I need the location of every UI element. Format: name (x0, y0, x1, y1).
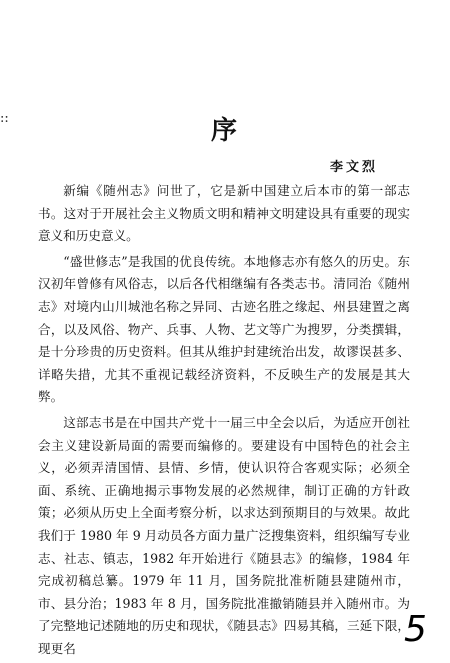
page-title: 序 (210, 116, 239, 146)
paragraph: 新编《随州志》问世了，它是新中国建立后本市的第一部志书。这对于开展社会主义物质文明和精神文明建设具有重要的现实意义和历史意义。 (38, 183, 410, 244)
page-number: 5 (404, 609, 427, 650)
paragraph: “盛世修志”是我国的优良传统。本地修志亦有悠久的历史。东汉初年曾修有风俗志，以后各代相继编有各类志书。清同治《随州志》对境内山川城池名称之异同、古迹名胜之缘起、州县建置之离合，以及风俗、物产、兵事、人物、艺文等广为搜罗，分类撰辑，是十分珍贵的历史资料。但其从维护封建统治出发，故谬误甚多、详略失措，尤其不重视记载经济资料，不反映生产的发展是其大弊。 (38, 253, 410, 405)
paragraph: 这部志书是在中国共产党十一届三中全会以后，为适应开创社会主义建设新局面的需要而编修的。要建设有中国特色的社会主义，必须弄清国情、县情、乡情，使认识符合客观实际；必须全面、系统、正确地揭示事物发展的必然规律，制订正确的方针政策；必须从历史上全面考察分析，以求达到预期目的与效果。故此我们于 1980 年 9 月动员各方面力量广泛搜集资料，组织编写专业志、社志、镇志，1982 年开始进行《随县志》的编修，1984 年完成初稿总纂。1979 年 11 月，国务院批准析随县建随州市，市、县分治；1983 年 8 月，国务院批准撤销随县并入随州市。为了完整地记述随地的历史和现状，《随县志》四易其稿，三延下限，现更名 (38, 414, 410, 656)
margin-mark: :: (0, 111, 9, 126)
body-text (38, 180, 410, 663)
author-name: 李文烈 (330, 160, 379, 175)
